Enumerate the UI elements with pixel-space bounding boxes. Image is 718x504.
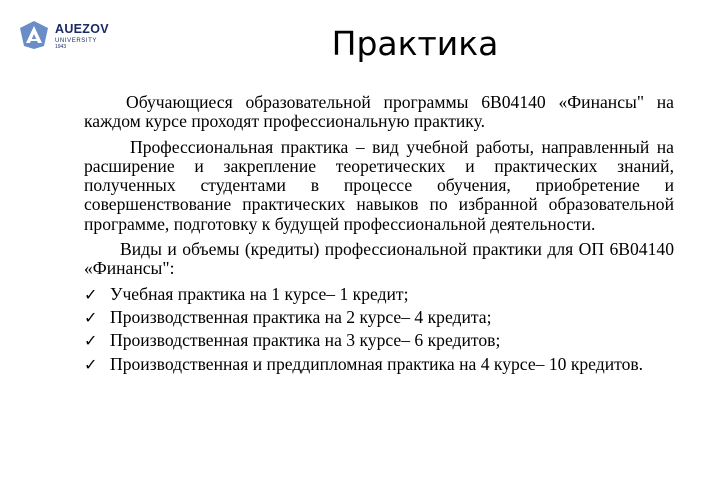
list-item xyxy=(84,285,674,304)
list-item xyxy=(84,355,674,374)
logo-name: AUEZOV xyxy=(55,22,109,36)
logo-year: 1943 xyxy=(55,43,67,50)
types-paragraph: Виды и объемы (кредиты) профессиональной практики для ОП 6В04140 «Финансы": xyxy=(84,239,674,279)
practice-list xyxy=(84,285,674,374)
checkmark-icon: ✓ xyxy=(84,354,98,374)
logo-subtitle: UNIVERSITY xyxy=(55,37,98,44)
list-item-text: Производственная практика на 2 курсе– 4 кредита; xyxy=(110,306,492,327)
slide-title: Практика xyxy=(331,24,499,63)
checkmark-icon: ✓ xyxy=(84,284,98,304)
definition-paragraph: Профессиональная практика – вид учебной работы, направленный на расширение и закрепление теоретических и практических знаний, полученных студентами в процессе обучения, приобретение и совершенствование практических навыков по избранной образовательной программе, подготовку к будущей профессиональной деятельности. xyxy=(84,136,674,234)
checkmark-icon: ✓ xyxy=(84,331,98,351)
list-item-text: Производственная и преддипломная практика на 4 курсе– 10 кредитов. xyxy=(110,353,644,374)
list-item xyxy=(84,331,674,350)
list-item xyxy=(84,308,674,327)
intro-paragraph: Обучающиеся образовательной программы 6В04140 «Финансы" на каждом курсе проходят профессиональную практику. xyxy=(84,92,674,132)
checkmark-icon: ✓ xyxy=(84,307,98,327)
list-item-text: Производственная практика на 3 курсе– 6 кредитов; xyxy=(110,330,501,351)
list-item-text: Учебная практика на 1 курсе– 1 кредит; xyxy=(110,283,409,304)
slide-body xyxy=(84,93,674,378)
